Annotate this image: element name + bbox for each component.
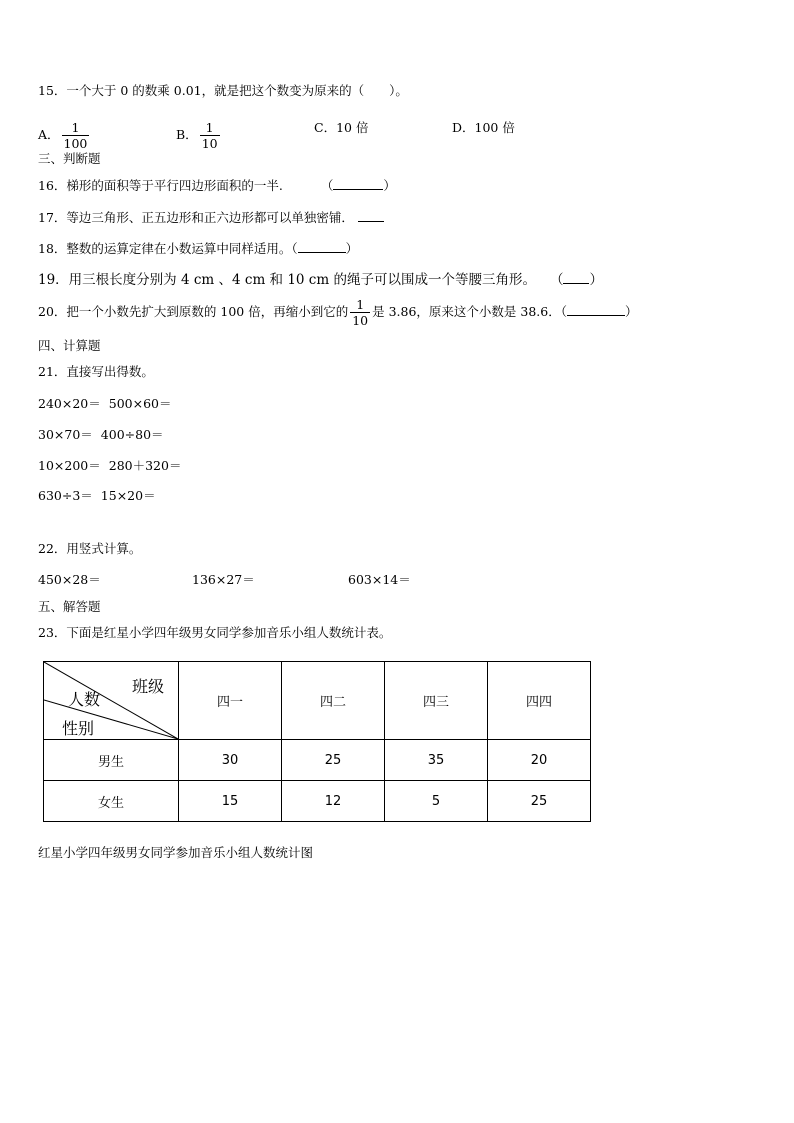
- question-16-text: 16．梯形的面积等于平行四边形面积的一半.: [38, 178, 283, 193]
- question-15-text: 15．一个大于 0 的数乘 0.01，就是把这个数变为原来的（ ）。: [38, 83, 408, 98]
- table-cell: 25: [282, 740, 385, 781]
- table-row: [44, 781, 591, 822]
- section-5-heading: 五、解答题: [38, 599, 101, 614]
- paren-close: ）: [383, 178, 396, 193]
- answer-blank[interactable]: [333, 177, 383, 190]
- paren-close: ）: [345, 241, 359, 256]
- calc-row: [38, 396, 172, 412]
- column-header: 四二: [282, 662, 385, 740]
- table-cell: 12: [282, 781, 385, 822]
- question-21-title: 21．直接写出得数。: [38, 364, 154, 379]
- fraction-denominator: 10: [352, 313, 369, 328]
- column-header: 四四: [488, 662, 591, 740]
- row-label: 女生: [44, 781, 179, 822]
- question-20-text-before: 20．把一个小数先扩大到原数的 100 倍，再缩小到它的: [38, 304, 349, 319]
- option-a-label: A．: [38, 127, 60, 142]
- calc-item: 30×70＝: [38, 427, 93, 442]
- calc-row: [38, 488, 156, 504]
- question-18: [38, 240, 358, 257]
- option-c: C．10 倍: [314, 120, 369, 135]
- fraction-denominator: 10: [201, 136, 218, 151]
- answer-blank[interactable]: [563, 271, 589, 284]
- section-4-heading: 四、计算题: [38, 338, 101, 353]
- corner-label-count: 人数: [68, 690, 101, 709]
- table-header-row: [44, 662, 591, 740]
- table-cell: 30: [179, 740, 282, 781]
- option-d: D．100 倍: [452, 120, 515, 135]
- question-15: [38, 83, 408, 99]
- table-cell: 15: [179, 781, 282, 822]
- table-cell: 20: [488, 740, 591, 781]
- fraction-numerator: 1: [62, 120, 90, 136]
- option-b-fraction: [200, 120, 220, 151]
- chart-caption: 红星小学四年级男女同学参加音乐小组人数统计图: [38, 845, 314, 860]
- vertical-calc-row: [38, 572, 458, 588]
- question-17-text: 17．等边三角形、正五边形和正六边形都可以单独密铺．: [38, 210, 354, 225]
- answer-blank[interactable]: [298, 240, 346, 253]
- calc-item: 280＋320＝: [108, 458, 182, 473]
- question-19-text: 19．用三根长度分别为 4 cm 、4 cm 和 10 cm 的绳子可以围成一个等腰三角形。: [38, 272, 536, 288]
- option-b: [176, 120, 222, 151]
- corner-label-gender: 性别: [62, 719, 95, 738]
- vertical-calc-item: 136×27＝: [192, 572, 255, 587]
- option-b-label: B．: [176, 127, 198, 142]
- corner-header-cell: [44, 662, 179, 740]
- calc-row: [38, 458, 181, 474]
- question-17: [38, 209, 384, 226]
- section-3-heading: 三、判断题: [38, 151, 101, 166]
- question-23-title: 23．下面是红星小学四年级男女同学参加音乐小组人数统计表。: [38, 625, 392, 640]
- table-cell: 35: [385, 740, 488, 781]
- corner-label-class: 班级: [132, 677, 165, 696]
- column-header: 四三: [385, 662, 488, 740]
- option-a: [38, 120, 91, 151]
- question-22-title: 22．用竖式计算。: [38, 541, 142, 556]
- paren-open: （: [549, 272, 564, 288]
- question-20-text-after: 是 3.86，原来这个小数是 38.6．（: [372, 304, 567, 319]
- table-row: [44, 740, 591, 781]
- answer-blank[interactable]: [567, 303, 625, 316]
- calc-item: 10×200＝: [38, 458, 101, 473]
- answer-blank[interactable]: [358, 209, 384, 222]
- question-18-text: 18．整数的运算定律在小数运算中同样适用。（: [38, 241, 298, 256]
- table-cell: 5: [385, 781, 488, 822]
- question-16: [38, 177, 396, 194]
- paren-open: （: [320, 178, 334, 193]
- calc-item: 15×20＝: [100, 488, 156, 503]
- column-header: 四一: [179, 662, 282, 740]
- paren-close: ）: [625, 304, 638, 319]
- calc-item: 500×60＝: [108, 396, 172, 411]
- question-20-fraction: [350, 297, 370, 328]
- question-19: [38, 271, 603, 288]
- question-20: [38, 297, 638, 328]
- vertical-calc-item: 450×28＝: [38, 572, 101, 587]
- row-label: 男生: [44, 740, 179, 781]
- fraction-numerator: 1: [200, 120, 220, 136]
- calc-item: 630÷3＝: [38, 488, 93, 503]
- calc-item: 240×20＝: [38, 396, 101, 411]
- calc-item: 400÷80＝: [100, 427, 164, 442]
- table-cell: 25: [488, 781, 591, 822]
- calc-row: [38, 427, 164, 443]
- paren-close: ）: [589, 272, 603, 288]
- option-a-fraction: [62, 120, 90, 151]
- statistics-table: [43, 661, 591, 822]
- vertical-calc-item: 603×14＝: [348, 572, 411, 587]
- fraction-numerator: 1: [350, 297, 370, 313]
- fraction-denominator: 100: [63, 136, 88, 151]
